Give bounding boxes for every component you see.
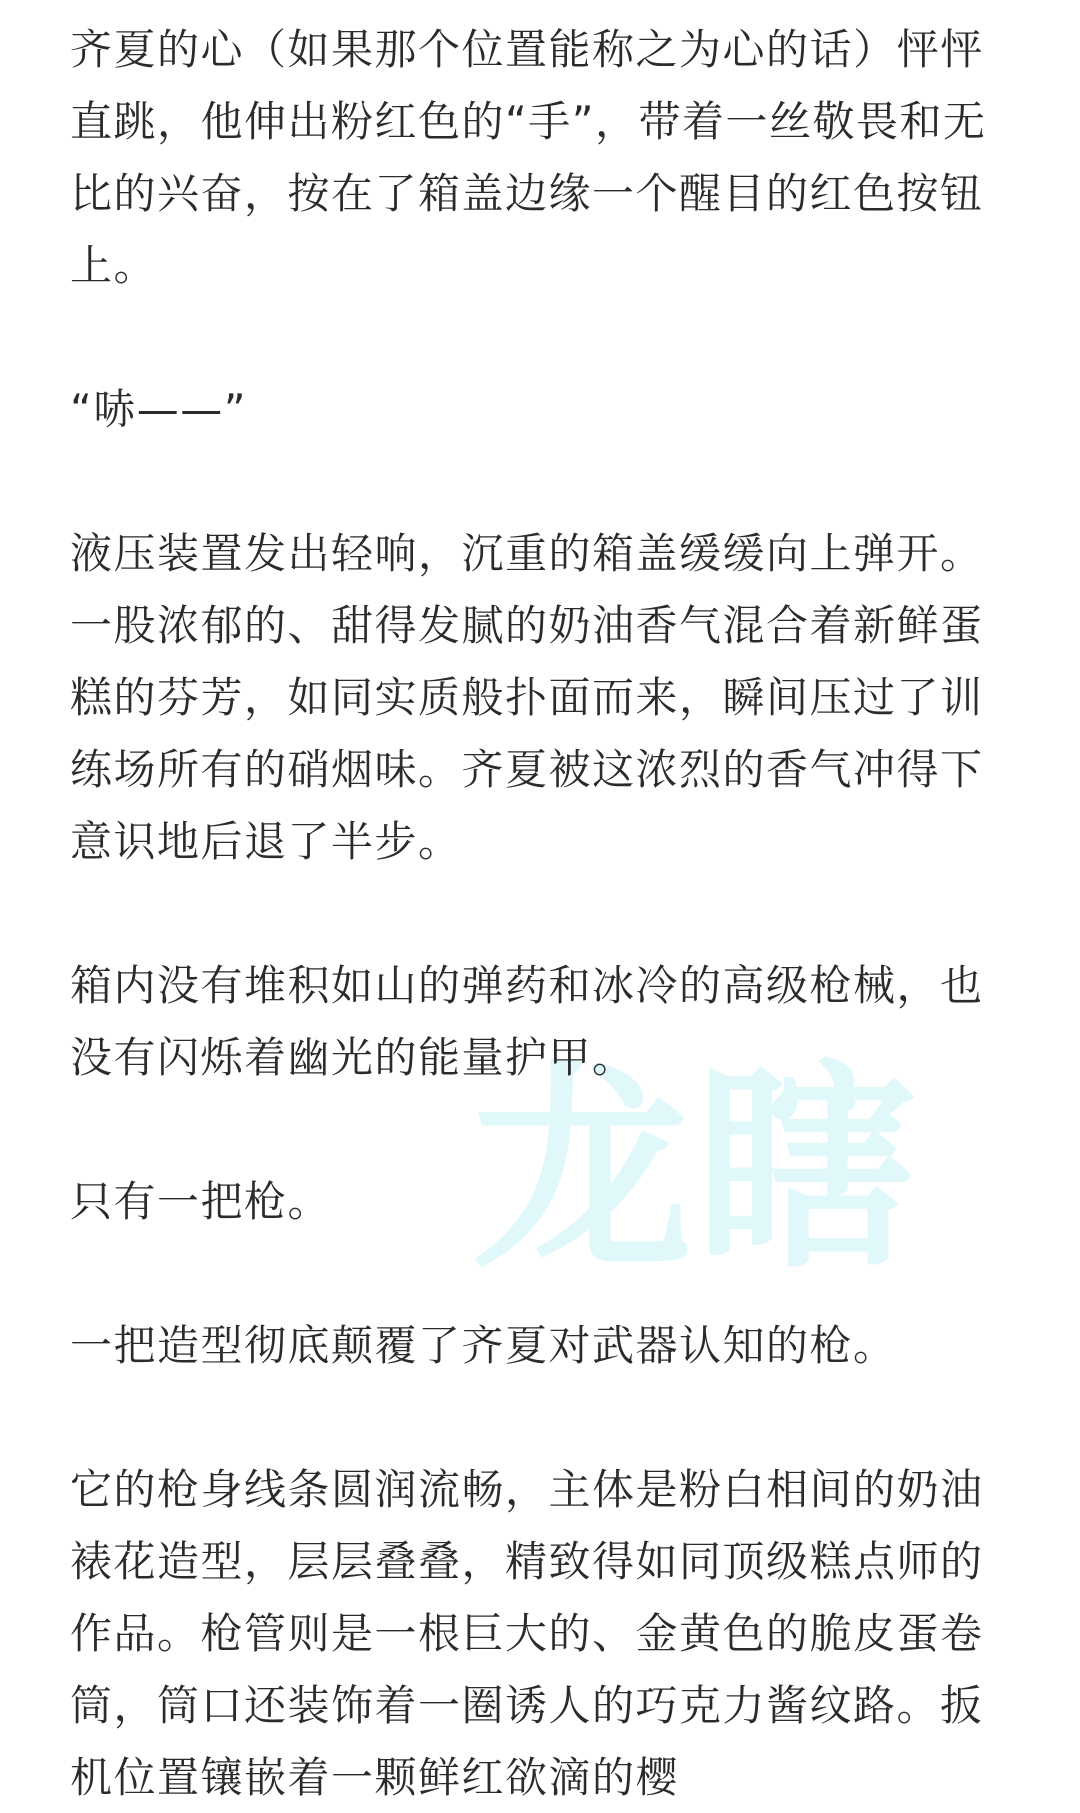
paragraph-2: “哧——” (70, 385, 248, 434)
paragraph-1: 齐夏的心（如果那个位置能称之为心的话）怦怦直跳，他伸出粉红色的“手”，带着一丝敬畏和无比的兴奋，按在了箱盖边缘一个醒目的红色按钮上。 (70, 25, 987, 290)
watermark-text: 龙瞎 (472, 1042, 921, 1298)
paragraph-3: 液压装置发出轻响，沉重的箱盖缓缓向上弹开。一股浓郁的、甜得发腻的奶油香气混合着新鲜蛋糕的芬芳，如同实质般扑面而来，瞬间压过了训练场所有的硝烟味。齐夏被这浓烈的香气冲得下意识地后退了半步。 (70, 529, 984, 866)
paragraph-5: 只有一把枪。 (70, 1177, 332, 1226)
paragraph-4: 箱内没有堆积如山的弹药和冰冷的高级枪械，也没有闪烁着幽光的能量护甲。 (70, 961, 984, 1082)
article-body (70, 14, 1020, 1813)
paragraph-7: 它的枪身线条圆润流畅，主体是粉白相间的奶油裱花造型，层层叠叠，精致得如同顶级糕点师的作品。枪管则是一根巨大的、金黄色的脆皮蛋卷筒，筒口还装饰着一圈诱人的巧克力酱纹路。扳机位置镶嵌着一颗鲜红欲滴的樱 (70, 1465, 984, 1802)
paragraph-6: 一把造型彻底颠覆了齐夏对武器认知的枪。 (70, 1321, 897, 1370)
